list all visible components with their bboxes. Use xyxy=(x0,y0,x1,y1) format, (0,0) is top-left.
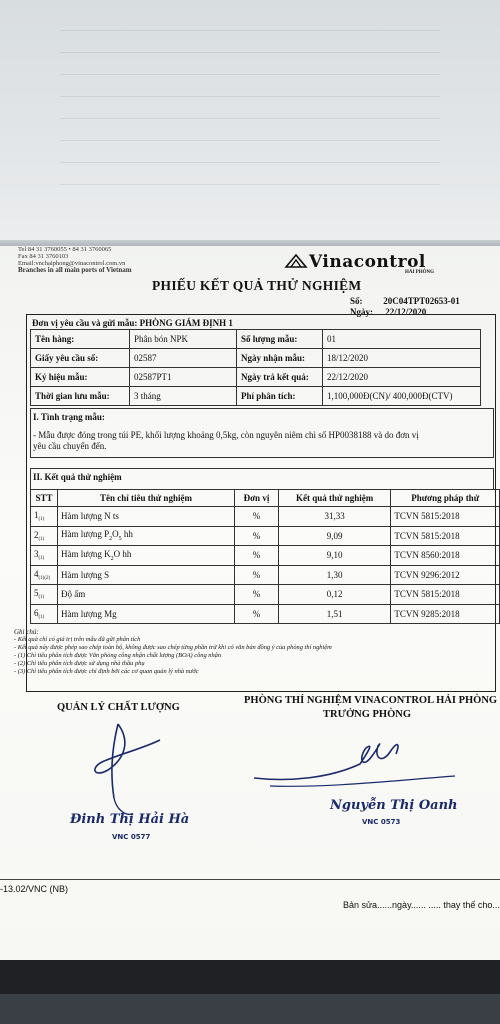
info-value: 02587 xyxy=(130,349,237,368)
table-row xyxy=(31,387,481,406)
lab-title: PHÒNG THÍ NGHIỆM VINACONTROL HẢI PHÒNG xyxy=(244,695,498,706)
table-row xyxy=(31,330,481,349)
notes xyxy=(14,628,332,676)
column-header: Phương pháp thử xyxy=(391,490,500,507)
vinacontrol-logo xyxy=(285,252,426,272)
table-row xyxy=(31,507,500,527)
result-value: 9,10 xyxy=(278,546,390,566)
test-method: TCVN 5815:2018 xyxy=(391,585,500,605)
column-header: Kết quả thử nghiệm xyxy=(278,490,390,507)
results-table xyxy=(30,489,500,624)
left-signer-code: VNC 0577 xyxy=(112,833,151,841)
section-1-text-line-1: - Mẫu được đóng trong túi PE, khối lượng khoảng 0,5kg, còn nguyên niêm chì số HP0038188 và do đơn vị xyxy=(33,430,419,440)
row-index: $2_{(1)}$ xyxy=(31,526,58,546)
report-title: PHIẾU KẾT QUẢ THỬ NGHIỆM xyxy=(152,278,362,293)
sample-info-table xyxy=(30,329,481,406)
result-value: 31,33 xyxy=(278,507,390,527)
revision-line: Bản sửa......ngày...... ..... thay thế cho... xyxy=(343,900,500,910)
form-code: -13.02/VNC (NB) xyxy=(0,884,69,894)
report-number xyxy=(350,296,460,306)
info-value: 01 xyxy=(323,330,481,349)
logo-text: Vinacontrol xyxy=(309,252,426,272)
info-label: Ngày nhận mẫu: xyxy=(237,349,323,368)
left-signer-name: Đinh Thị Hải Hà xyxy=(70,812,190,827)
table-row xyxy=(31,585,500,605)
test-method: TCVN 5815:2018 xyxy=(391,507,500,527)
unit: % xyxy=(235,604,279,624)
logo-mark-icon xyxy=(285,254,307,268)
info-value: 18/12/2020 xyxy=(323,349,481,368)
info-label: Giấy yêu cầu số: xyxy=(31,349,130,368)
table-row xyxy=(31,349,481,368)
info-label: Phí phân tích: xyxy=(237,387,323,406)
unit: % xyxy=(235,585,279,605)
unit: % xyxy=(235,546,279,566)
footer-divider xyxy=(0,879,500,880)
company-contact xyxy=(18,246,132,274)
test-method: TCVN 9296:2012 xyxy=(391,565,500,585)
row-index: $4_{(1)(2)}$ xyxy=(31,565,58,585)
test-method: TCVN 5815:2018 xyxy=(391,526,500,546)
row-index: $5_{(1)}$ xyxy=(31,585,58,605)
column-header: Đơn vị xyxy=(235,490,279,507)
requester-label: Đơn vị yêu cầu và gửi mẫu: PHÒNG GIÁM ĐỊNH 1 xyxy=(32,318,233,328)
head-title: TRƯỞNG PHÒNG xyxy=(323,709,411,720)
contact-line-2: Fax 84 31 3760103 xyxy=(18,253,69,260)
info-label: Ký hiệu mẫu: xyxy=(31,368,130,387)
report-number-value: 20C04TPT02653-01 xyxy=(383,296,460,306)
section-1-text-line-2: yêu cầu chuyển đến. xyxy=(33,441,107,451)
row-index: $3_{(1)}$ xyxy=(31,546,58,566)
test-report-document xyxy=(0,246,500,964)
info-value: 22/12/2020 xyxy=(323,368,481,387)
info-value: 02587PT1 xyxy=(130,368,237,387)
parameter-name: Hàm lượng N ts xyxy=(57,507,234,527)
row-index: $1_{(1)}$ xyxy=(31,507,58,527)
section-1-title: I. Tình trạng mẫu: xyxy=(33,412,105,422)
desk-background xyxy=(0,960,500,1024)
parameter-name: Hàm lượng $P_2O_5$ hh xyxy=(57,526,234,546)
note-line: - Kết quả chỉ có giá trị trên mẫu đã gửi phân tích xyxy=(14,636,141,643)
right-signer-name: Nguyễn Thị Oanh xyxy=(330,798,458,813)
background-paper xyxy=(0,0,500,248)
note-line: - Kết quả này được phép sao chép toàn bộ, không được sao chép từng phần trừ khi có văn bản đồng ý của phòng thí nghiệm xyxy=(14,644,332,651)
logo-subtitle: HẢI PHÒNG xyxy=(405,270,435,275)
test-method: TCVN 9285:2018 xyxy=(391,604,500,624)
unit: % xyxy=(235,507,279,527)
note-line: - (1) Chỉ tiêu phân tích được Văn phòng công nhận chất lượng (BOA) công nhận xyxy=(14,652,222,659)
info-value: 3 tháng xyxy=(130,387,237,406)
table-row xyxy=(31,604,500,624)
result-value: 0,12 xyxy=(278,585,390,605)
note-line: - (2) Chỉ tiêu phân tích được sử dụng nhà thầu phụ xyxy=(14,660,145,667)
column-header: STT xyxy=(31,490,58,507)
note-line: - (3) Chỉ tiêu phân tích được chỉ định bởi các cơ quan quản lý nhà nước xyxy=(14,668,199,675)
result-value: 1,30 xyxy=(278,565,390,585)
info-value: Phân bón NPK xyxy=(130,330,237,349)
row-index: $6_{(1)}$ xyxy=(31,604,58,624)
notes-heading: Ghi chú: xyxy=(14,628,39,636)
info-label: Thời gian lưu mẫu: xyxy=(31,387,130,406)
info-label: Số lượng mẫu: xyxy=(237,330,323,349)
contact-line-3: Email:vnchaiphong@vinacontrol.com.vn xyxy=(18,260,126,267)
table-row xyxy=(31,546,500,566)
right-signer-code: VNC 0573 xyxy=(362,818,401,826)
parameter-name: Độ ẩm xyxy=(57,585,234,605)
contact-line-1: Tel 84 31 3760055 • 84 31 3760065 xyxy=(18,246,112,253)
table-row xyxy=(31,565,500,585)
table-row xyxy=(31,368,481,387)
info-value: 1,100,000Đ(CN)/ 400,000Đ(CTV) xyxy=(323,387,481,406)
info-label: Tên hàng: xyxy=(31,330,130,349)
result-value: 1,51 xyxy=(278,604,390,624)
table-header-row xyxy=(31,490,500,507)
parameter-name: Hàm lượng $K_2O$ hh xyxy=(57,546,234,566)
unit: % xyxy=(235,526,279,546)
report-number-label: Số: xyxy=(350,296,363,306)
column-header: Tên chỉ tiêu thử nghiệm xyxy=(57,490,234,507)
section-2-title: II. Kết quả thử nghiệm xyxy=(33,472,122,482)
report-date-value: 22/12/2020 xyxy=(385,307,427,317)
report-date-label: Ngày: xyxy=(350,307,373,317)
branches-line: Branches in all main ports of Vietnam xyxy=(18,266,132,274)
right-signature-scribble xyxy=(250,734,470,804)
quality-manager-title: QUẢN LÝ CHẤT LƯỢNG xyxy=(57,702,180,713)
unit: % xyxy=(235,565,279,585)
test-method: TCVN 8560:2018 xyxy=(391,546,500,566)
info-label: Ngày trả kết quả: xyxy=(237,368,323,387)
parameter-name: Hàm lượng Mg xyxy=(57,604,234,624)
parameter-name: Hàm lượng S xyxy=(57,565,234,585)
table-row xyxy=(31,526,500,546)
result-value: 9,09 xyxy=(278,526,390,546)
